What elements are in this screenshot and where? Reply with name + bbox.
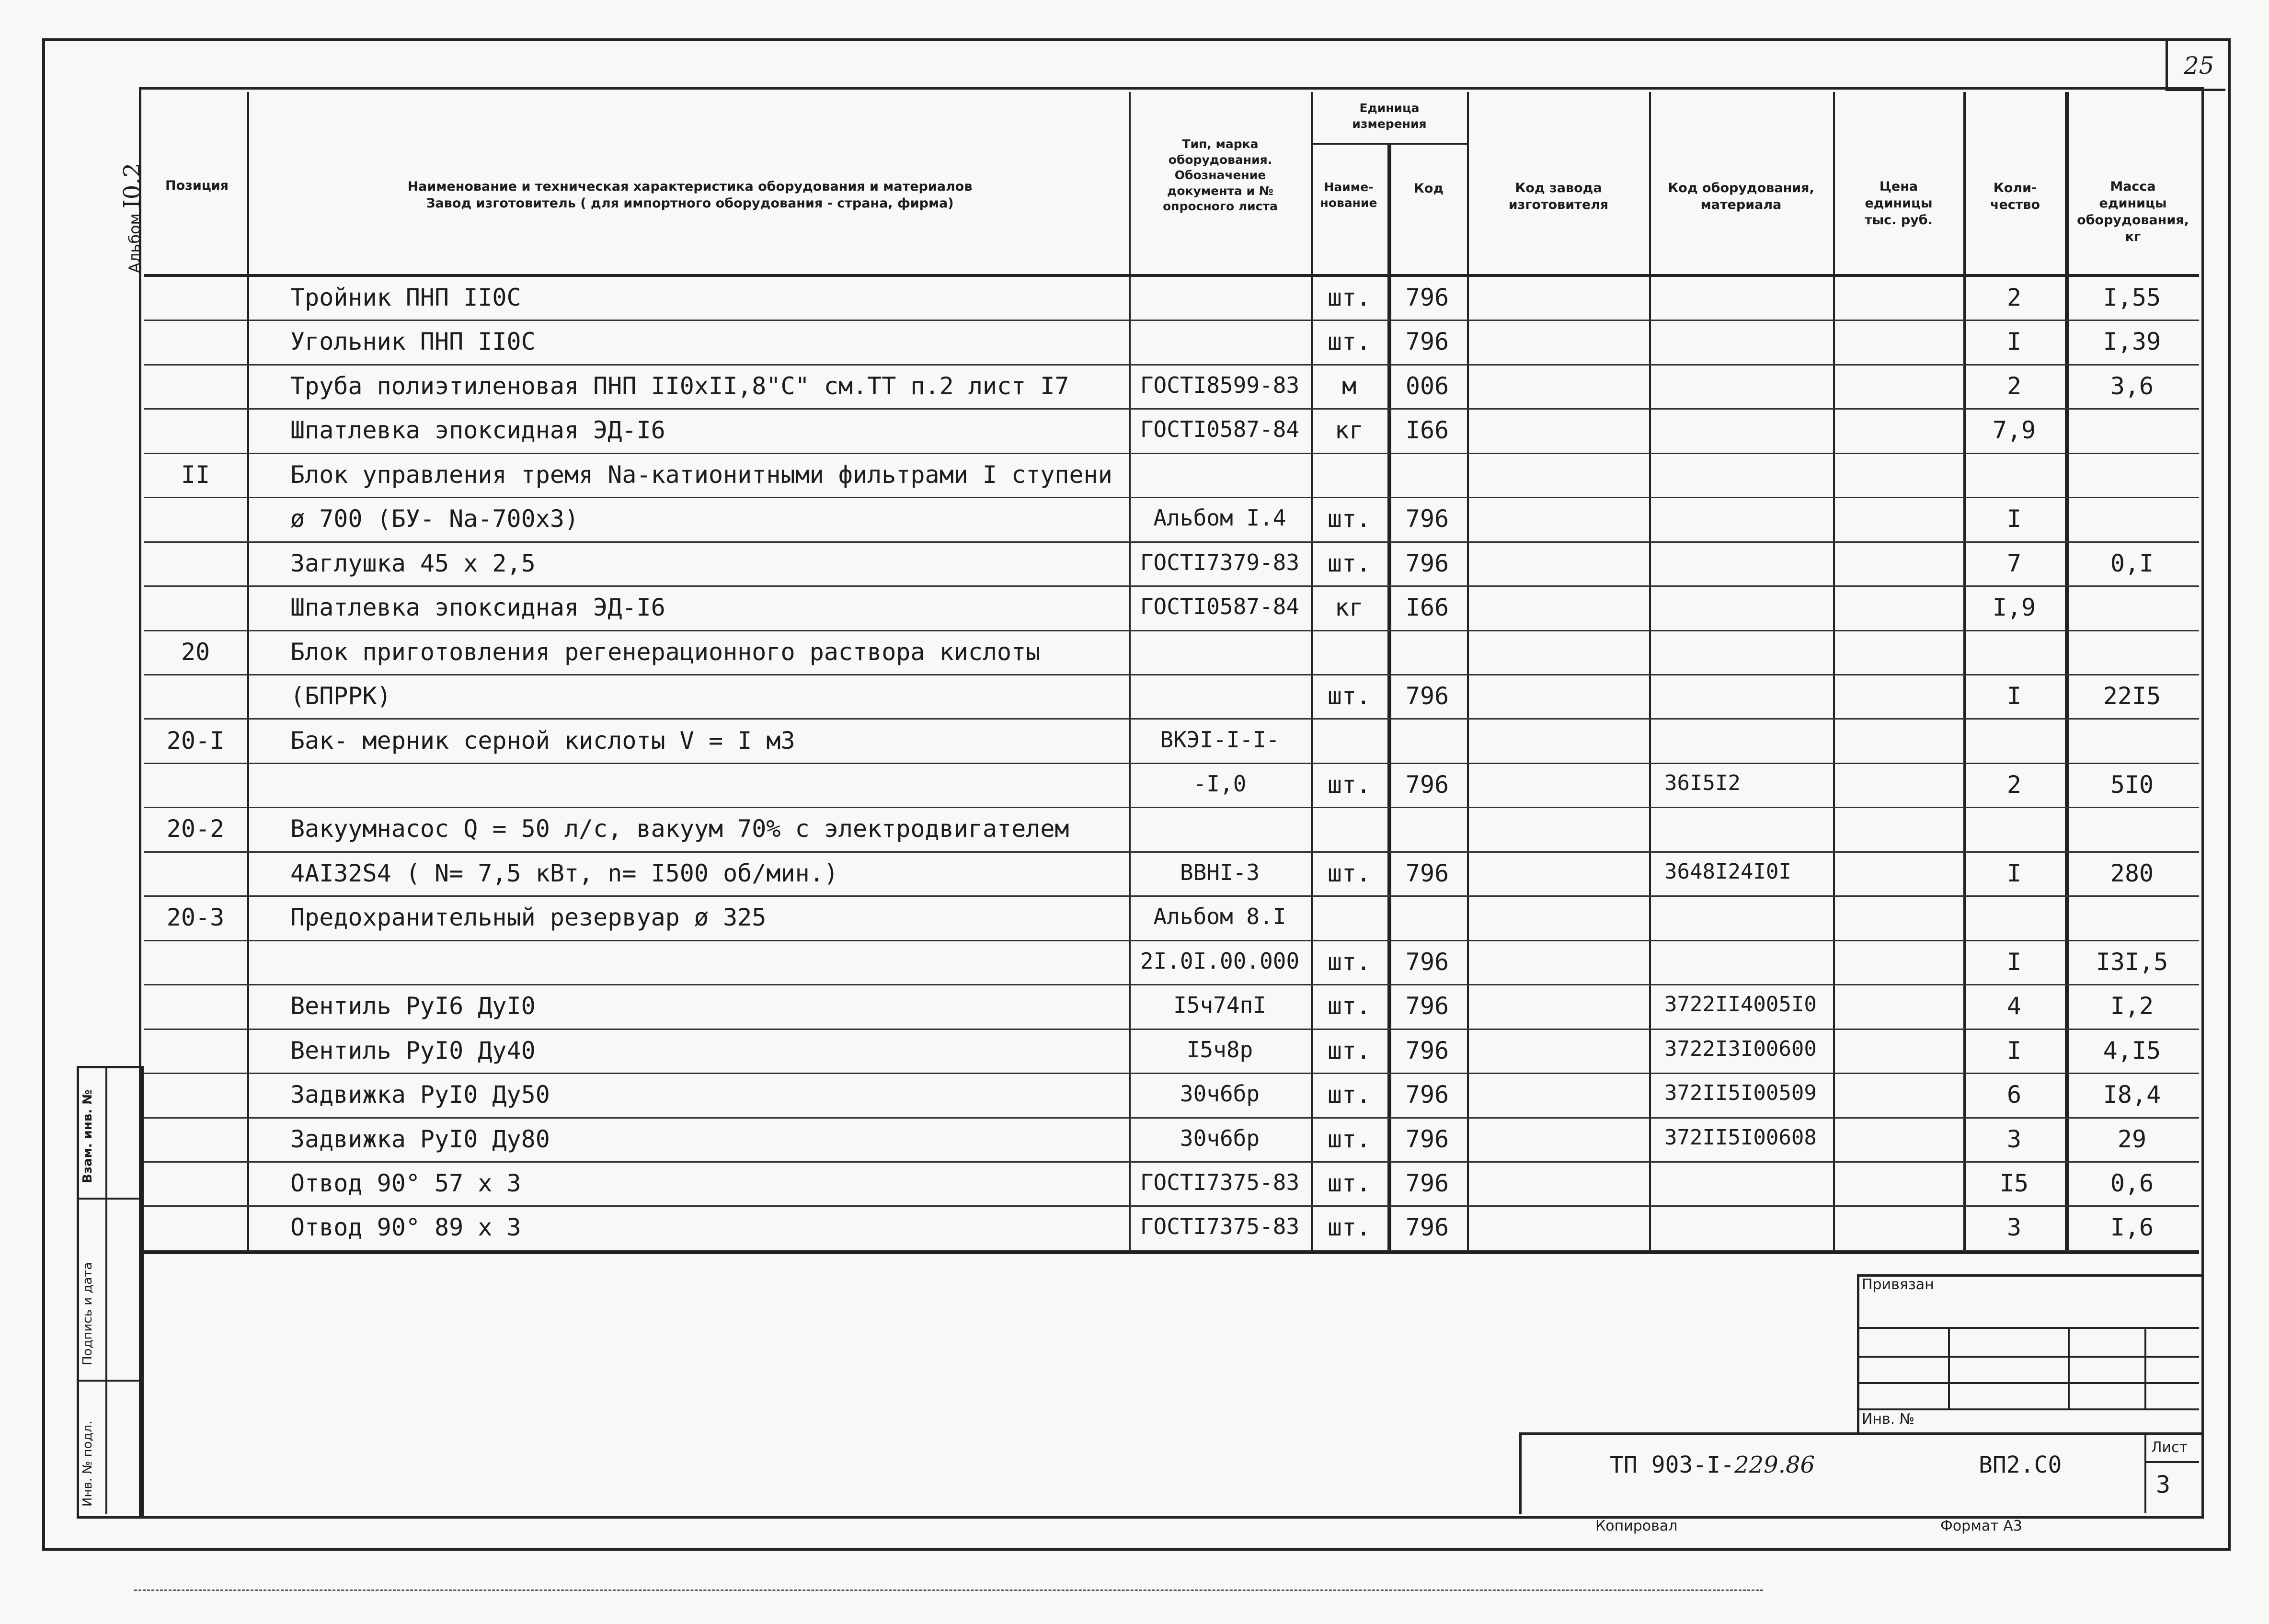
cell-pos: 20	[181, 638, 210, 666]
cell-mass: I,6	[2110, 1213, 2154, 1242]
cell-code: 796	[1405, 682, 1449, 710]
cell-code: 796	[1405, 1169, 1449, 1197]
cell-type: I5ч74пI	[1173, 992, 1266, 1018]
cell-code: 796	[1405, 1081, 1449, 1109]
cell-unit: шт.	[1327, 992, 1371, 1020]
cell-qty: 7	[2006, 549, 2022, 577]
doc-mark: ВП2.С0	[1979, 1452, 2062, 1478]
cell-name: (БПРРК)	[290, 682, 391, 710]
cell-name: Тройник ПНП II0С	[290, 284, 521, 311]
cell-mass: I,2	[2110, 992, 2154, 1020]
cell-type: ГОСТI0587-84	[1140, 416, 1300, 443]
cell-unit: шт.	[1327, 1169, 1371, 1197]
cell-code: 796	[1405, 1125, 1449, 1153]
table-row	[144, 1119, 2199, 1163]
header-price	[1835, 178, 1962, 229]
sheet-label: Лист	[2151, 1439, 2188, 1456]
table-row	[144, 675, 2199, 720]
album-number: I0.2	[119, 162, 146, 209]
scan-line	[134, 1590, 1763, 1591]
header-price-line3: тыс. руб.	[1865, 213, 1933, 228]
cell-qty: 3	[2006, 1125, 2022, 1153]
table-row	[144, 1163, 2199, 1207]
table-row	[144, 808, 2199, 852]
cell-code: I66	[1405, 594, 1449, 622]
cell-type: ВКЭI-I-I-	[1160, 726, 1280, 753]
table-row	[144, 941, 2199, 985]
cell-mass: 0,I	[2110, 549, 2154, 577]
cell-qty: 4	[2006, 992, 2022, 1020]
cell-type: Альбом 8.I	[1153, 903, 1286, 930]
doc-code-hand: 229.86	[1734, 1452, 1815, 1478]
corner-number: 25	[2184, 52, 2214, 80]
table-row	[144, 543, 2199, 587]
cell-unit: кг	[1334, 594, 1364, 622]
header-qty	[1966, 180, 2064, 213]
cell-unit: шт.	[1327, 859, 1371, 887]
table-row	[144, 631, 2199, 675]
header-unit-line1: Единица	[1359, 101, 1420, 115]
cell-type: Альбом I.4	[1153, 505, 1286, 531]
footer-format: Формат А3	[1940, 1518, 2022, 1534]
header-equipment-code	[1651, 180, 1831, 213]
cell-name: Отвод 90° 89 х 3	[290, 1213, 521, 1242]
cell-code: 796	[1405, 992, 1449, 1020]
side-vzam: Взам. инв. №	[80, 1089, 95, 1183]
cell-code: 796	[1405, 1036, 1449, 1064]
cell-name: Угольник ПНП II0С	[290, 328, 536, 356]
cell-name: Шпатлевка эпоксидная ЭД-I6	[290, 416, 665, 445]
cell-eqcode: 36I5I2	[1664, 770, 1741, 795]
table-row	[144, 277, 2199, 321]
cell-name: ø 700 (БУ- Na-700х3)	[290, 505, 579, 533]
cell-code: 796	[1405, 549, 1449, 577]
table-row	[144, 985, 2199, 1029]
cell-code: 796	[1405, 284, 1449, 311]
cell-qty: 2	[2006, 770, 2022, 799]
header-qty-line2: чество	[1990, 197, 2040, 213]
cell-type: ГОСТI7379-83	[1140, 549, 1300, 575]
header-mass	[2068, 178, 2198, 245]
cell-mass: 280	[2110, 859, 2154, 887]
cell-code: 796	[1405, 770, 1449, 799]
cell-code: 796	[1405, 859, 1449, 887]
cell-name: Вентиль РуI6 ДуI0	[290, 992, 536, 1020]
attached-label: Привязан	[1862, 1276, 1934, 1293]
header-name-line2: Завод изготовитель ( для импортного оборудования - страна, фирма)	[426, 196, 954, 211]
inv-no-label: Инв. №	[1862, 1411, 1915, 1428]
cell-mass: 22I5	[2103, 682, 2161, 710]
cell-eqcode: 3648I24I0I	[1664, 859, 1791, 884]
album-label-text: Альбом	[126, 213, 144, 273]
header-equipment-code-line1: Код оборудования,	[1668, 181, 1814, 195]
cell-mass: 5I0	[2110, 770, 2154, 799]
cell-qty: 3	[2006, 1213, 2022, 1242]
cell-mass: I3I,5	[2096, 948, 2168, 976]
header-type-line1: Тип, марка	[1182, 137, 1259, 151]
header-factory-code	[1470, 180, 1647, 213]
header-mass-line2: единицы	[2099, 196, 2167, 211]
cell-qty: I5	[1999, 1169, 2029, 1197]
side-inv-podl: Инв. № подл.	[80, 1420, 95, 1507]
table-row	[144, 1074, 2199, 1118]
header-unit-code: Код	[1413, 181, 1444, 196]
header-mass-line1: Масса	[2110, 179, 2156, 194]
cell-pos: 20-2	[166, 815, 225, 843]
cell-type: ГОСТI7375-83	[1140, 1169, 1300, 1195]
footer-copied: Копировал	[1595, 1518, 1678, 1534]
cell-unit: шт.	[1327, 770, 1371, 799]
header-factory-code-line1: Код завода	[1515, 181, 1602, 195]
table-row	[144, 897, 2199, 941]
cell-type: 30ч6бр	[1180, 1081, 1260, 1107]
cell-code: 796	[1405, 1213, 1449, 1242]
cell-mass: 0,6	[2110, 1169, 2154, 1197]
sheet-number: 3	[2156, 1471, 2171, 1498]
cell-unit: шт.	[1327, 682, 1371, 710]
header-type-line4: документа и №	[1167, 183, 1273, 198]
table-row	[144, 853, 2199, 897]
header-equipment-code-line2: материала	[1700, 197, 1782, 213]
cell-name: Вакуумнасос Q = 50 л/с, вакуум 70% с электродвигателем	[290, 815, 1069, 843]
header-type-line3: Обозначение	[1174, 168, 1266, 182]
header-factory-code-line2: изготовителя	[1508, 197, 1609, 213]
cell-eqcode: 3722I3I00600	[1664, 1036, 1817, 1061]
header-position: Позиция	[165, 178, 229, 193]
cell-qty: I	[2006, 505, 2022, 533]
cell-name: Отвод 90° 57 х 3	[290, 1169, 521, 1197]
cell-qty: 2	[2006, 372, 2022, 400]
cell-qty: I	[2006, 859, 2022, 887]
table-row	[144, 498, 2199, 542]
header-unit-name-line2: нование	[1320, 195, 1377, 210]
cell-type: ГОСТI8599-83	[1140, 372, 1300, 398]
cell-qty: I	[2006, 1036, 2022, 1064]
header-qty-line1: Коли-	[1993, 181, 2037, 195]
cell-name: Задвижка РуI0 Ду80	[290, 1125, 550, 1153]
doc-code	[1610, 1452, 1815, 1478]
cell-unit: шт.	[1327, 1036, 1371, 1064]
cell-qty: I	[2006, 328, 2022, 356]
table-row	[144, 720, 2199, 764]
cell-type: ГОСТI7375-83	[1140, 1213, 1300, 1240]
cell-name: Вентиль РуI0 Ду40	[290, 1036, 536, 1064]
header-unit-line2: измерения	[1352, 116, 1427, 131]
cell-code: I66	[1405, 416, 1449, 445]
cell-name: Труба полиэтиленовая ПНП II0хII,8"С" см.ТТ п.2 лист I7	[290, 372, 1069, 400]
cell-type: 2I.0I.00.000	[1140, 948, 1300, 974]
cell-eqcode: 372II5I00509	[1664, 1081, 1817, 1106]
album-label	[119, 163, 146, 273]
cell-unit: шт.	[1327, 549, 1371, 577]
header-name-line1: Наименование и техническая характеристика оборудования и материалов	[407, 179, 973, 194]
table-row	[144, 587, 2199, 631]
header-type-line2: оборудования.	[1168, 152, 1272, 167]
cell-name: Блок приготовления регенерационного раствора кислоты	[290, 638, 1041, 666]
cell-unit: шт.	[1327, 328, 1371, 356]
cell-code: 796	[1405, 328, 1449, 356]
cell-name: Заглушка 45 х 2,5	[290, 549, 536, 577]
cell-eqcode: 372II5I00608	[1664, 1125, 1817, 1150]
header-name	[254, 178, 1126, 212]
cell-mass: 4,I5	[2103, 1036, 2161, 1064]
table-row	[144, 321, 2199, 365]
cell-unit: шт.	[1327, 1125, 1371, 1153]
cell-qty: 2	[2006, 284, 2022, 311]
cell-pos: II	[181, 460, 210, 489]
cell-eqcode: 3722II4005I0	[1664, 992, 1817, 1017]
cell-mass: I,55	[2103, 284, 2161, 311]
cell-qty: I	[2006, 682, 2022, 710]
cell-unit: кг	[1334, 416, 1364, 445]
cell-pos: 20-I	[166, 726, 225, 755]
cell-name: Задвижка РуI0 Ду50	[290, 1081, 550, 1109]
cell-mass: I,39	[2103, 328, 2161, 356]
cell-name: Блок управления тремя Na-катионитными фильтрами I ступени	[290, 460, 1112, 489]
cell-type: I5ч8р	[1186, 1036, 1253, 1063]
table-row	[144, 454, 2199, 498]
header-mass-line4: кг	[2125, 229, 2141, 245]
header-price-line1: Цена	[1879, 179, 1918, 194]
cell-code: 796	[1405, 505, 1449, 533]
cell-pos: 20-3	[166, 903, 225, 932]
cell-code: 006	[1405, 372, 1449, 400]
table-row	[144, 764, 2199, 808]
spec-table-body	[144, 277, 2199, 1251]
header-type-line5: опросного листа	[1163, 199, 1278, 213]
side-sign-date: Подпись и дата	[80, 1262, 95, 1365]
cell-type: 30ч6бр	[1180, 1125, 1260, 1151]
header-mass-line3: оборудования,	[2077, 213, 2189, 228]
cell-type: ГОСТI0587-84	[1140, 594, 1300, 620]
cell-qty: 7,9	[1992, 416, 2036, 445]
cell-name: Шпатлевка эпоксидная ЭД-I6	[290, 594, 665, 622]
table-row	[144, 1030, 2199, 1074]
table-row	[144, 366, 2199, 410]
cell-name: Предохранительный резервуар ø 325	[290, 903, 767, 932]
header-type	[1132, 137, 1309, 215]
cell-unit: шт.	[1327, 948, 1371, 976]
header-unit	[1313, 101, 1466, 132]
cell-unit: м	[1341, 372, 1357, 400]
cell-type: ВВНI-3	[1180, 859, 1260, 885]
cell-mass: 3,6	[2110, 372, 2154, 400]
cell-qty: I,9	[1992, 594, 2036, 622]
cell-unit: шт.	[1327, 284, 1371, 311]
table-row	[144, 1207, 2199, 1251]
cell-qty: 6	[2006, 1081, 2022, 1109]
cell-code: 796	[1405, 948, 1449, 976]
cell-name: 4AI32S4 ( N= 7,5 кВт, n= I500 об/мин.)	[290, 859, 838, 887]
header-price-line2: единицы	[1865, 196, 1933, 211]
cell-mass: I8,4	[2103, 1081, 2161, 1109]
cell-unit: шт.	[1327, 505, 1371, 533]
cell-mass: 29	[2117, 1125, 2147, 1153]
cell-unit: шт.	[1327, 1213, 1371, 1242]
cell-name: Бак- мерник серной кислоты V = I м3	[290, 726, 795, 755]
cell-qty: I	[2006, 948, 2022, 976]
header-unit-name-line1: Наиме-	[1324, 180, 1374, 194]
doc-code-prefix: ТП 903-I-	[1610, 1452, 1735, 1478]
cell-type: -I,0	[1193, 770, 1247, 797]
header-unit-name	[1313, 180, 1385, 211]
cell-unit: шт.	[1327, 1081, 1371, 1109]
table-row	[144, 410, 2199, 454]
